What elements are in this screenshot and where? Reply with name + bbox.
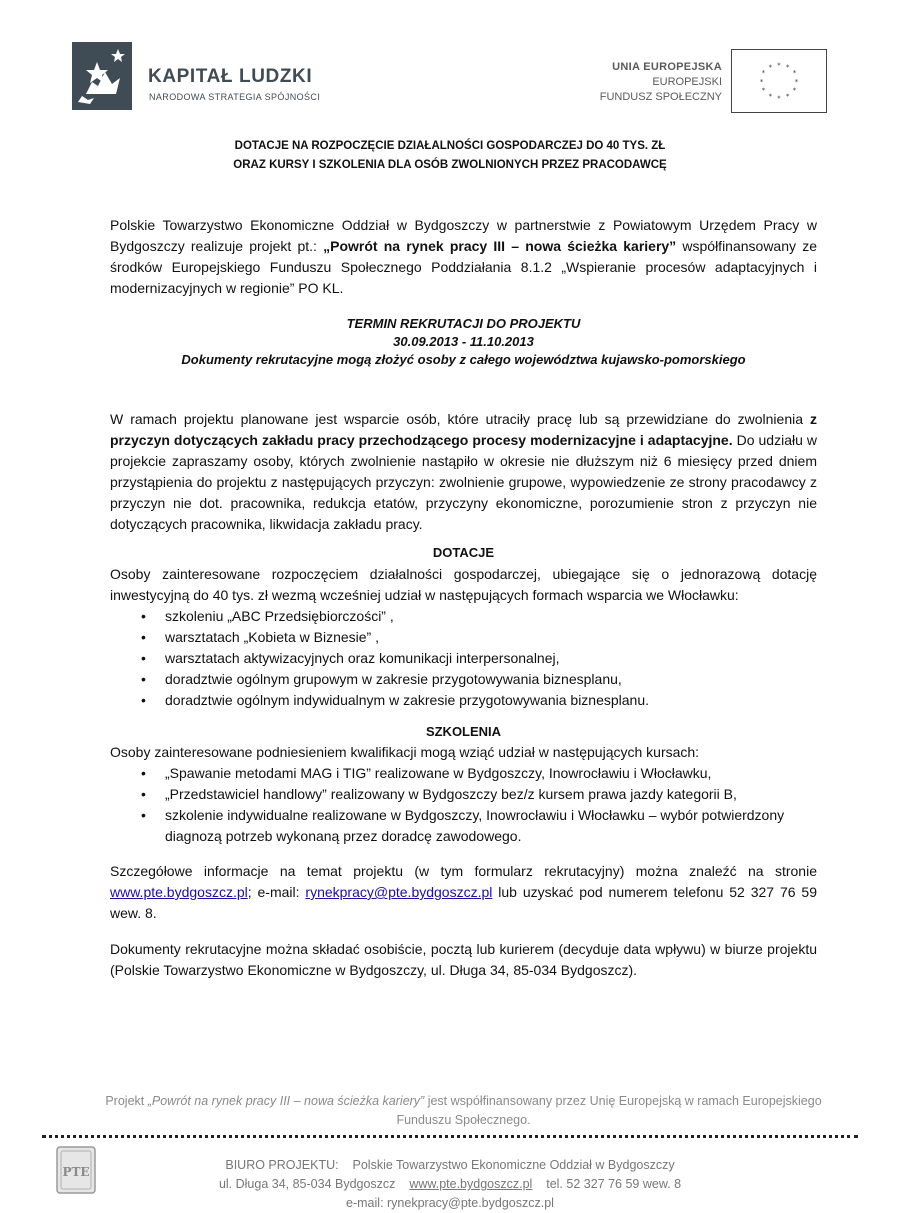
dotacje-heading: DOTACJE xyxy=(432,545,495,560)
office-line-1 xyxy=(150,1156,750,1175)
eu-line-2: EUROPEJSKI xyxy=(652,76,722,88)
svg-text:*: * xyxy=(792,86,797,95)
office-website-link[interactable]: www.pte.bydgoszcz.pl xyxy=(409,1177,533,1191)
bullet-icon: • xyxy=(141,650,146,666)
contact-text-1: Szczegółowe informacje na temat projektu (w tym formularz rekrutacyjny) można znaleźć na stronie xyxy=(110,863,817,879)
dotacje-list xyxy=(110,606,817,711)
list-item-text: „Przedstawiciel handlowy” realizowany w Bydgoszczy bez/z kursem prawa jazdy kategorii B, xyxy=(165,786,737,802)
support-paragraph xyxy=(110,409,817,535)
intro-paragraph xyxy=(110,215,817,299)
list-item xyxy=(110,669,817,690)
kapital-ludzki-subtitle: NARODOWA STRATEGIA SPÓJNOŚCI xyxy=(149,92,321,102)
eu-line-1: UNIA EUROPEJSKA xyxy=(612,61,722,73)
pte-logo-text: PTE xyxy=(62,1165,90,1179)
eu-flag-icon xyxy=(731,49,827,113)
list-item-text: szkoleniu „ABC Przedsiębiorczości” , xyxy=(165,608,394,624)
dotacje-paragraph: Osoby zainteresowane rozpoczęciem działalności gospodarczej, ubiegające się o jednorazową dotację inwestycyjną do 40 tys. zł wezmą wcześniej udział w następujących formach wsparcia we Włocławku: xyxy=(110,566,817,603)
project-name: „Powrót na rynek pracy III – nowa ścieżka kariery” xyxy=(323,238,677,254)
list-item xyxy=(110,784,817,805)
svg-text:*: * xyxy=(768,92,772,101)
svg-text:*: * xyxy=(794,77,799,86)
bullet-icon: • xyxy=(141,608,146,624)
list-item-text: „Spawanie metodami MAG i TIG” realizowane w Bydgoszczy, Inowrocławiu i Włocławku, xyxy=(165,765,712,781)
list-item-text: warsztatach „Kobieta w Biznesie” , xyxy=(165,629,379,645)
svg-text:*: * xyxy=(792,69,797,78)
recruitment-eligibility: Dokumenty rekrutacyjne mogą złożyć osoby z całego województwa kujawsko-pomorskiego xyxy=(181,352,746,367)
svg-text:*: * xyxy=(759,77,764,86)
bullet-icon: • xyxy=(141,692,146,708)
footer-divider xyxy=(42,1135,858,1138)
list-item xyxy=(110,763,817,784)
list-item xyxy=(110,606,817,627)
list-item xyxy=(110,648,817,669)
bullet-icon: • xyxy=(141,629,146,645)
list-item-text: doradztwie ogólnym indywidualnym w zakresie przygotowywania biznesplanu. xyxy=(165,692,650,708)
list-item-text: szkolenie indywidualne realizowane w Bydgoszczy, Inowrocławiu i Włocławku – wybór potwierdzony diagnozą potrzeb wykonaną przez doradcę zawodowego. xyxy=(165,807,785,844)
documents-paragraph: Dokumenty rekrutacyjne można składać osobiście, pocztą lub kurierem (decyduje data wpływu) w biurze projektu (Polskie Towarzystwo Ekonomiczne w Bydgoszczy, ul. Długa 34, 85-034 Bydgoszcz). xyxy=(110,941,817,978)
recruitment-dates: 30.09.2013 - 11.10.2013 xyxy=(393,334,534,349)
office-email: e-mail: rynekpracy@pte.bydgoszcz.pl xyxy=(346,1196,554,1210)
svg-text:*: * xyxy=(777,61,781,70)
bullet-icon: • xyxy=(141,671,146,687)
contact-text-2: ; e-mail: xyxy=(247,884,306,900)
svg-text:*: * xyxy=(777,94,781,103)
szkolenia-list xyxy=(110,763,817,847)
svg-text:*: * xyxy=(761,86,766,95)
kapital-ludzki-logo xyxy=(72,42,342,112)
list-item xyxy=(110,627,817,648)
website-link[interactable]: www.pte.bydgoszcz.pl xyxy=(110,884,248,900)
pte-logo-icon xyxy=(56,1146,96,1194)
recruitment-block xyxy=(110,315,817,369)
kapital-ludzki-title: KAPITAŁ LUDZKI xyxy=(148,66,313,87)
support-text-2: Do udziału w projekcie zapraszamy osoby, których zwolnienie nastąpiło w okresie nie dłuższym niż 6 miesięcy przed dniem przystąpienia do projektu z następujących przyczyn: zwolnienie grupowe, wypowiedzenie ze strony pracodawcy z przyczyn nie dot. pracownika, redukcja etatów, przyczyny ekonomiczne, porozumienie stron z przyczyn nie dotyczących pracownika, likwidacja zakładu pracy. xyxy=(110,432,817,532)
footer-note-project: „Powrót na rynek pracy III – nowa ścieżka kariery” xyxy=(147,1094,425,1108)
recruitment-heading: TERMIN REKRUTACJI DO PROJEKTU xyxy=(346,316,581,331)
kapital-ludzki-emblem-icon xyxy=(72,42,132,110)
footer-note-suffix: jest współfinansowany przez Unię Europejską w ramach Europejskiego Funduszu Społecznego. xyxy=(396,1094,822,1127)
svg-text:*: * xyxy=(768,63,772,72)
office-line-2 xyxy=(150,1175,750,1194)
title-line-1: DOTACJE NA ROZPOCZĘCIE DZIAŁALNOŚCI GOSPODARCZEJ DO 40 TYS. ZŁ xyxy=(234,140,666,152)
list-item-text: warsztatach aktywizacyjnych oraz komunikacji interpersonalnej, xyxy=(165,650,560,666)
title-line-2: ORAZ KURSY I SZKOLENIA DLA OSÓB ZWOLNIONYCH PRZEZ PRACODAWCĘ xyxy=(233,159,667,171)
email-link[interactable]: rynekpracy@pte.bydgoszcz.pl xyxy=(305,884,493,900)
support-text-1: W ramach projektu planowane jest wsparcie osób, które utraciły pracę lub są przewidziane do zwolnienia xyxy=(110,411,810,427)
office-label: BIURO PROJEKTU: xyxy=(225,1158,339,1172)
footer-note-prefix: Projekt xyxy=(105,1094,148,1108)
eu-line-3: FUNDUSZ SPOŁECZNY xyxy=(599,91,722,103)
list-item xyxy=(110,690,817,711)
intro-text-1: Polskie Towarzystwo Ekonomiczne Oddział w Bydgoszczy w partnerstwie z Powiatowym Urzędem Pracy w Bydgoszczy realizuje projekt pt.: xyxy=(110,217,817,254)
svg-text:*: * xyxy=(786,63,790,72)
list-item xyxy=(110,805,817,847)
szkolenia-heading: SZKOLENIA xyxy=(425,724,502,739)
support-bold-text: z przyczyn dotyczących zakładu pracy przechodzącego procesy modernizacyjne i adaptacyjne. xyxy=(110,411,817,448)
svg-text:*: * xyxy=(761,69,766,78)
bullet-icon: • xyxy=(141,765,146,781)
project-office-info xyxy=(150,1156,750,1213)
contact-text-3: lub uzyskać pod numerem telefonu 52 327 76 59 wew. 8. xyxy=(110,884,817,921)
footer-note xyxy=(100,1092,827,1130)
contact-paragraph xyxy=(110,861,817,924)
eu-fund-label xyxy=(600,60,722,105)
bullet-icon: • xyxy=(141,786,146,802)
document-title xyxy=(110,137,790,175)
list-item-text: doradztwie ogólnym grupowym w zakresie przygotowywania biznesplanu, xyxy=(165,671,622,687)
office-name: Polskie Towarzystwo Ekonomiczne Oddział w Bydgoszczy xyxy=(352,1158,675,1172)
office-phone: tel. 52 327 76 59 wew. 8 xyxy=(546,1177,682,1191)
bullet-icon: • xyxy=(141,807,146,823)
szkolenia-paragraph: Osoby zainteresowane podniesieniem kwalifikacji mogą wziąć udział w następujących kursach: xyxy=(110,744,700,760)
intro-text-2: współfinansowany ze środków Europejskiego Funduszu Społecznego Poddziałania 8.1.2 „Wspieranie procesów adaptacyjnych i modernizacyjnych w regionie” PO KL. xyxy=(110,238,817,296)
svg-text:*: * xyxy=(786,92,790,101)
office-address: ul. Długa 34, 85-034 Bydgoszcz xyxy=(218,1177,396,1191)
